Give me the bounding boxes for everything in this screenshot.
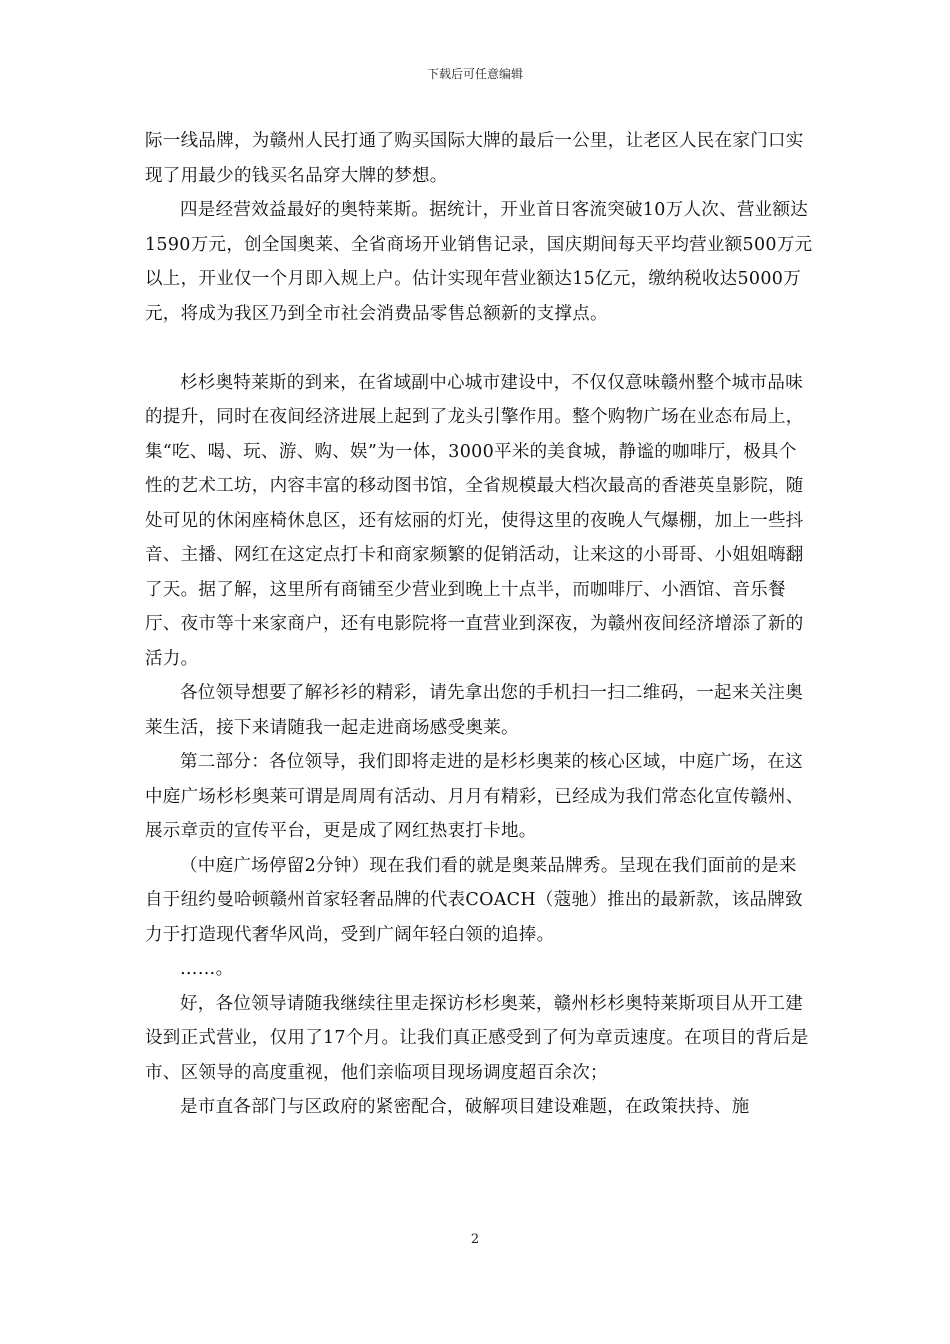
paragraph-qr-code: 各位领导想要了解衫衫的精彩，请先拿出您的手机扫一扫二维码，一起来关注奥莱生活，接下来请随我一起走进商场感受奥莱。 (145, 683, 803, 738)
paragraph-construction-speed: 好，各位领导请随我继续往里走探访杉杉奥莱，赣州杉杉奥特莱斯项目从开工建设到正式营业，仅用了17个月。让我们真正感受到了何为章贡速度。在项目的背后是市、区领导的高度重视，他们亲临项目现场调度超百余次； (145, 993, 809, 1083)
page-number: 2 (470, 1232, 480, 1247)
paragraph-cooperation: 是市直各部门与区政府的紧密配合，破解项目建设难题，在政策扶持、施 (180, 1097, 750, 1117)
paragraph-ellipsis: ……。 (180, 959, 234, 979)
paragraph-continuation: 际一线品牌，为赣州人民打通了购买国际大牌的最后一公里，让老区人民在家门口实现了用最少的钱买名品穿大牌的梦想。 (145, 131, 804, 186)
paragraph-business-performance: 四是经营效益最好的奥特莱斯。据统计，开业首日客流突破10万人次、营业额达1590万元，创全国奥莱、全省商场开业销售记录，国庆期间每天平均营业额500万元以上，开业仅一个月即入规上户。估计实现年营业额达15亿元，缴纳税收达5000万元，将成为我区乃到全市社会消费品零售总额新的支撑点。 (145, 200, 813, 324)
page-header: 下载后可任意编辑 (426, 67, 523, 81)
document-body (145, 124, 813, 1125)
paragraph-night-economy: 杉杉奥特莱斯的到来，在省域副中心城市建设中，不仅仅意味赣州整个城市品味的提升，同时在夜间经济进展上起到了龙头引擎作用。整个购物广场在业态布局上，集“吃、喝、玩、游、购、娱”为一体，3000平米的美食城，静谧的咖啡厅，极具个性的艺术工坊，内容丰富的移动图书馆，全省规模最大档次最高的香港英皇影院，随处可见的休闲座椅休息区，还有炫丽的灯光，使得这里的夜晚人气爆棚，加上一些抖音、主播、网红在这定点打卡和商家频繁的促销活动，让来这的小哥哥、小姐姐嗨翻了天。据了解，这里所有商铺至少营业到晚上十点半，而咖啡厅、小酒馆、音乐餐厅、夜市等十来家商户，还有电影院将一直营业到深夜，为赣州夜间经济增添了新的活力。 (145, 372, 804, 669)
paragraph-part-two: 第二部分：各位领导，我们即将走进的是杉杉奥莱的核心区域，中庭广场，在这中庭广场杉杉奥莱可谓是周周有活动、月月有精彩，已经成为我们常态化宣传赣州、展示章贡的宣传平台，更是成了网红热衷打卡地。 (145, 752, 804, 841)
paragraph-brand-show: （中庭广场停留2分钟）现在我们看的就是奥莱品牌秀。呈现在我们面前的是来自于纽约曼哈顿赣州首家轻奢品牌的代表COACH（蔻驰）推出的最新款，该品牌致力于打造现代奢华风尚，受到广阔年轻白领的追捧。 (145, 855, 803, 945)
